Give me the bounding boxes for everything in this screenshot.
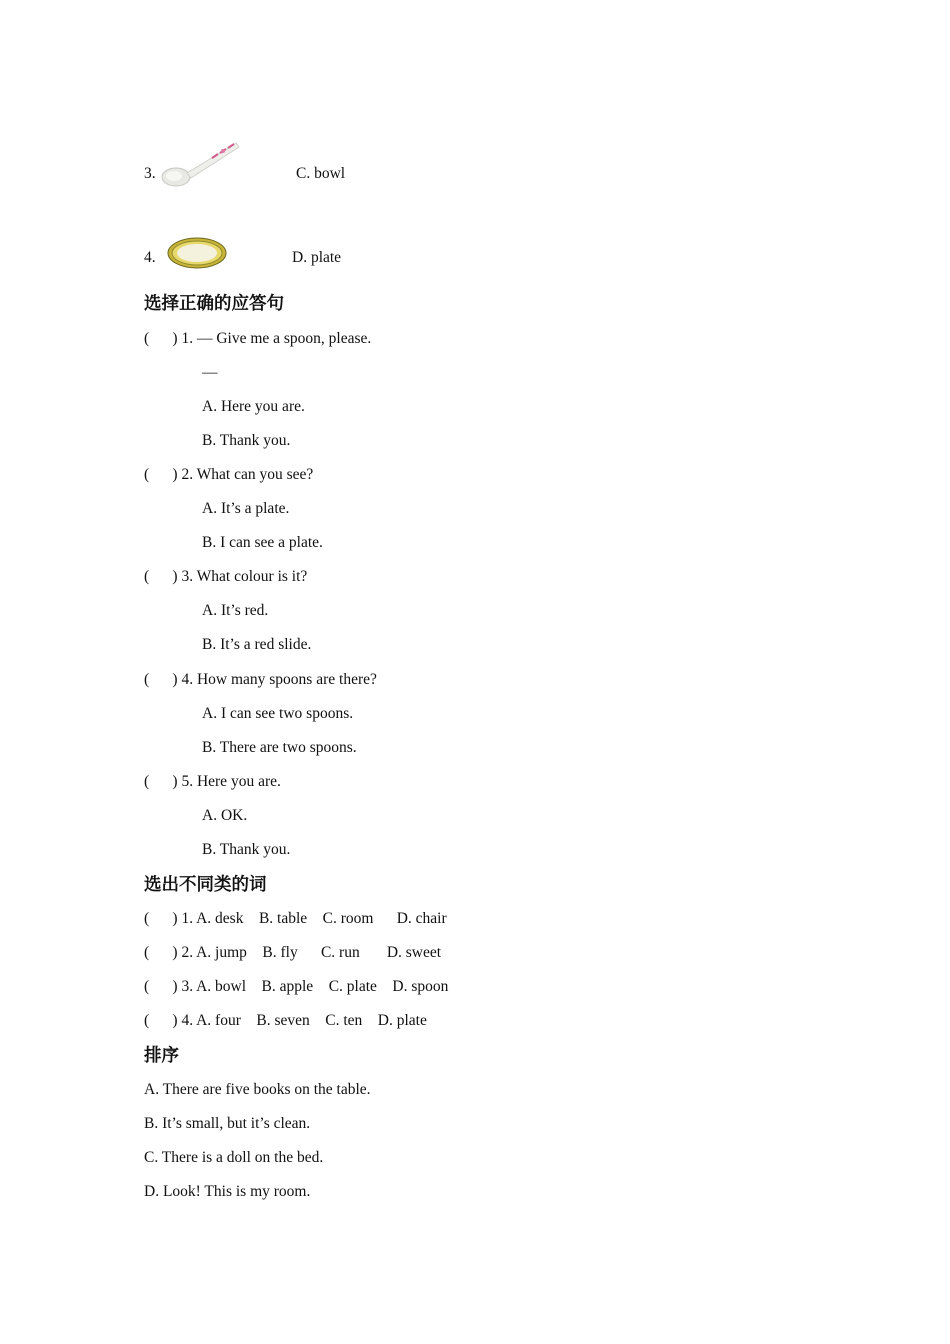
question-1-option-b: B. Thank you. — [202, 432, 291, 449]
question-2-option-a: A. It’s a plate. — [202, 500, 290, 517]
option-c-bowl: C. bowl — [296, 165, 346, 182]
odd-one-out-row-2: ( ) 2. A. jump B. fly C. run D. sweet — [144, 944, 442, 961]
ordering-sentence-d: D. Look! This is my room. — [144, 1183, 311, 1200]
section-heading-responses: 选择正确的应答句 — [144, 294, 284, 314]
question-3: ( ) 3. What colour is it? — [144, 568, 308, 585]
question-5: ( ) 5. Here you are. — [144, 773, 281, 790]
question-4-option-a: A. I can see two spoons. — [202, 705, 354, 722]
ordering-sentence-c: C. There is a doll on the bed. — [144, 1149, 324, 1166]
section-heading-odd-one-out: 选出不同类的词 — [144, 875, 267, 895]
question-1-dash: — — [202, 364, 218, 381]
item-4-number: 4. — [144, 249, 156, 266]
odd-one-out-row-3: ( ) 3. A. bowl B. apple C. plate D. spoon — [144, 978, 449, 995]
question-2: ( ) 2. What can you see? — [144, 466, 314, 483]
question-5-option-a: A. OK. — [202, 807, 248, 824]
question-3-option-b: B. It’s a red slide. — [202, 636, 312, 653]
question-1-option-a: A. Here you are. — [202, 398, 305, 415]
plate-image — [166, 236, 228, 270]
question-2-option-b: B. I can see a plate. — [202, 534, 323, 551]
section-heading-ordering: 排序 — [144, 1046, 179, 1066]
odd-one-out-row-4: ( ) 4. A. four B. seven C. ten D. plate — [144, 1012, 427, 1029]
odd-one-out-row-1: ( ) 1. A. desk B. table C. room D. chair — [144, 910, 447, 927]
ordering-sentence-a: A. There are five books on the table. — [144, 1081, 371, 1098]
option-d-plate: D. plate — [292, 249, 342, 266]
question-1: ( ) 1. — Give me a spoon, please. — [144, 330, 372, 347]
question-4-option-b: B. There are two spoons. — [202, 739, 357, 756]
question-3-option-a: A. It’s red. — [202, 602, 269, 619]
ordering-sentence-b: B. It’s small, but it’s clean. — [144, 1115, 311, 1132]
question-5-option-b: B. Thank you. — [202, 841, 291, 858]
item-3-number: 3. — [144, 165, 156, 182]
question-4: ( ) 4. How many spoons are there? — [144, 671, 377, 688]
spoon-image — [160, 138, 242, 192]
